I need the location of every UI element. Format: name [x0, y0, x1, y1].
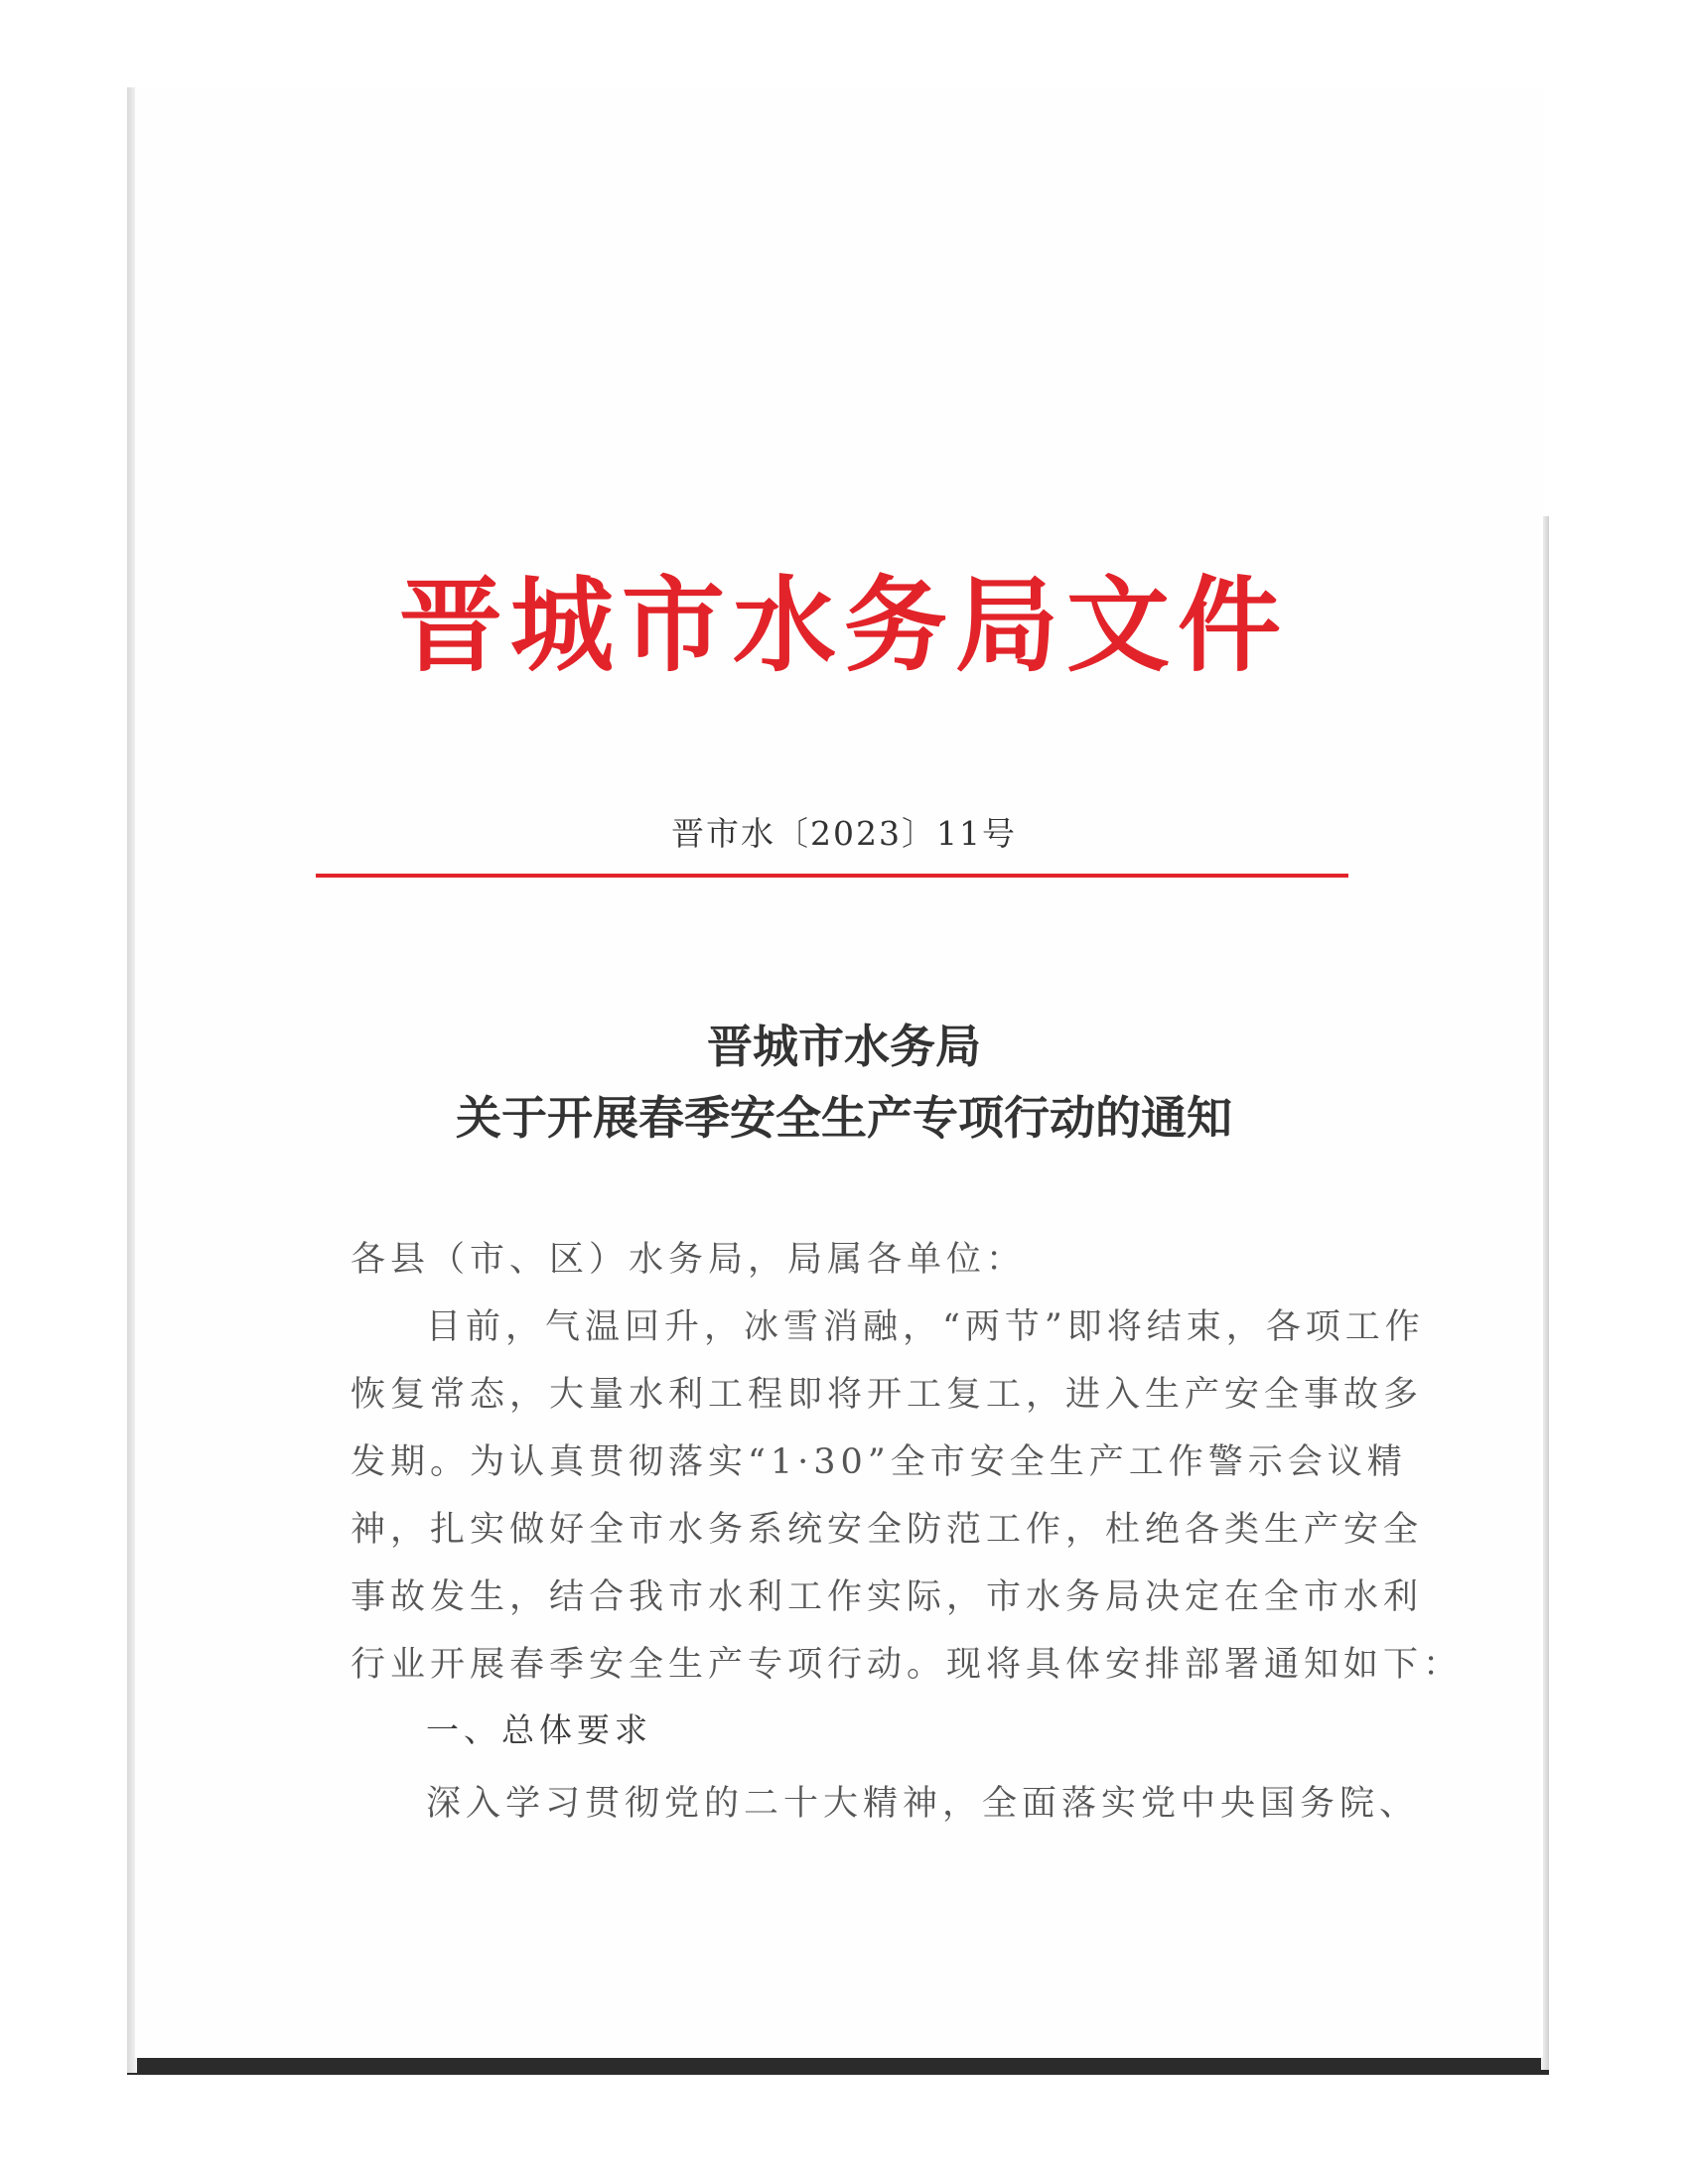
red-separator-line	[316, 874, 1348, 878]
paragraph-line: 神，扎实做好全市水务系统安全防范工作，杜绝各类生产安全	[351, 1510, 1424, 1550]
section-heading: 一、总体要求	[426, 1710, 652, 1749]
paragraph-line: 恢复常态，大量水利工程即将开工复工，进入生产安全事故多	[351, 1375, 1424, 1415]
paragraph-line: 目前，气温回升，冰雪消融，“两节”即将结束，各项工作	[426, 1307, 1425, 1347]
paragraph-line: 事故发生，结合我市水利工作实际，市水务局决定在全市水利	[351, 1577, 1424, 1617]
document-number: 晋市水〔2023〕11号	[671, 814, 1017, 853]
paragraph-line: 发期。为认真贯彻落实“1·30”全市安全生产工作警示会议精	[351, 1442, 1407, 1482]
notice-title-line1: 晋城市水务局	[707, 1020, 981, 1073]
paragraph-line: 行业开展春季安全生产专项行动。现将具体安排部署通知如下：	[351, 1645, 1464, 1685]
desk-background	[127, 2055, 1549, 2075]
document-header-title: 晋城市水务局文件	[398, 564, 1289, 686]
section-first-line: 深入学习贯彻党的二十大精神，全面落实党中央国务院、	[426, 1784, 1420, 1824]
salutation: 各县（市、区）水务局，局属各单位：	[351, 1240, 1027, 1280]
notice-title-line2: 关于开展春季安全生产专项行动的通知	[456, 1091, 1232, 1145]
